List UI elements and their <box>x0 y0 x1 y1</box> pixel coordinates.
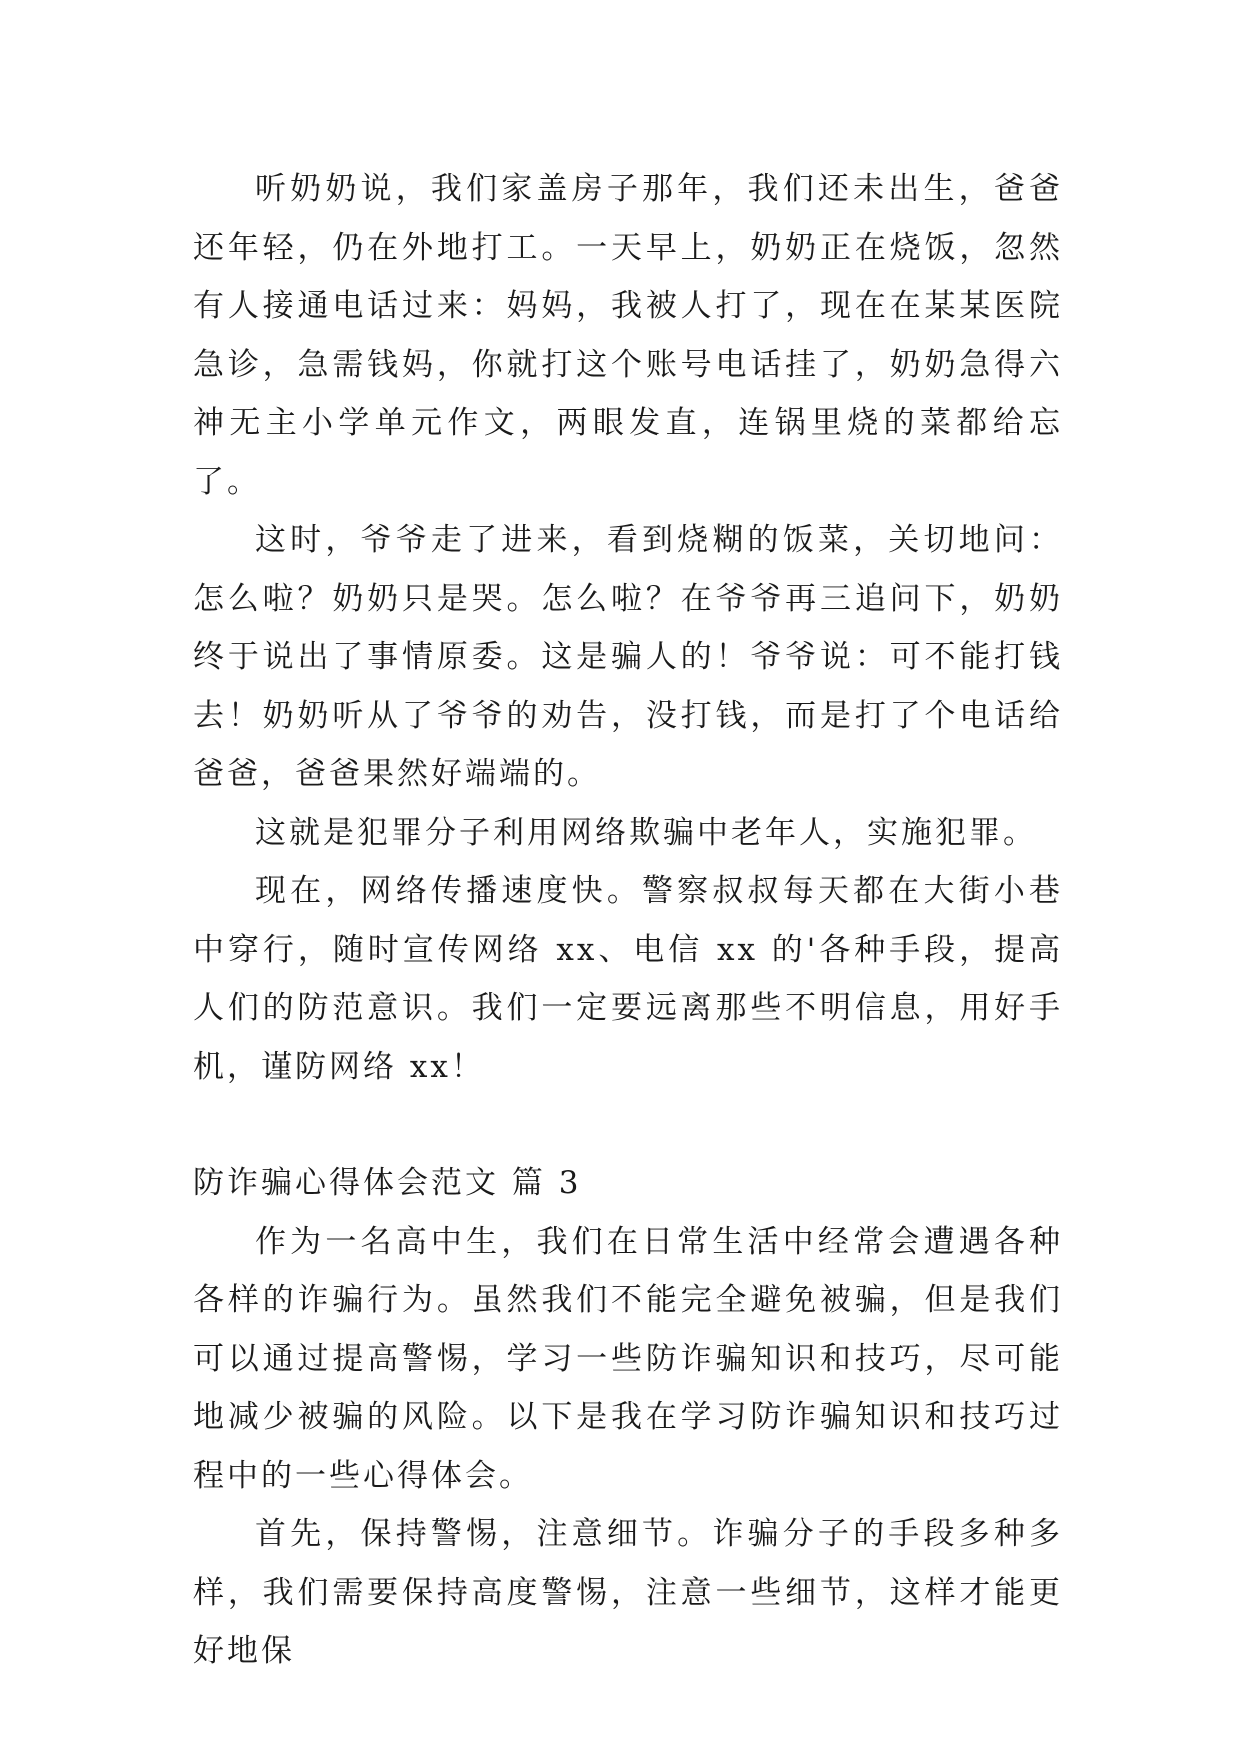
paragraph-crime-summary: 这就是犯罪分子利用网络欺骗中老年人，实施犯罪。 <box>255 814 1037 851</box>
paragraph-grandma-story: 听奶奶说，我们家盖房子那年，我们还未出生，爸爸还年轻，仍在外地打工。一天早上，奶奶正在烧饭，忽然有人接通电话过来：妈妈，我被人打了，现在在某某医院急诊，急需钱妈，你就打这个账号电话挂了，奶奶急得六神无主小学单元作文，两眼发直，连锅里烧的菜都给忘了。 <box>193 171 1063 500</box>
paragraph-stay-alert: 首先，保持警惕，注意细节。诈骗分子的手段多种多样，我们需要保持高度警惕，注意一些细节，这样才能更好地保 <box>193 1516 1063 1669</box>
paragraph-grandpa-arrives: 这时，爷爷走了进来，看到烧糊的饭菜，关切地问：怎么啦？奶奶只是哭。怎么啦？在爷爷再三追问下，奶奶终于说出了事情原委。这是骗人的！爷爷说：可不能打钱去！奶奶听从了爷爷的劝告，没打钱，而是打了个电话给爸爸，爸爸果然好端端的。 <box>193 522 1063 792</box>
document-page <box>193 160 1063 1681</box>
section-title: 防诈骗心得体会范文 篇 3 <box>193 1165 582 1201</box>
paragraph-police-awareness: 现在，网络传播速度快。警察叔叔每天都在大街小巷中穿行，随时宣传网络 xx、电信 xx 的'各种手段，提高人们的防范意识。我们一定要远离那些不明信息，用好手机，谨防网络 xx！ <box>193 873 1063 1085</box>
section-spacer <box>193 1096 1063 1154</box>
paragraph-student-intro: 作为一名高中生，我们在日常生活中经常会遭遇各种各样的诈骗行为。虽然我们不能完全避免被骗，但是我们可以通过提高警惕，学习一些防诈骗知识和技巧，尽可能地减少被骗的风险。以下是我在学习防诈骗知识和技巧过程中的一些心得体会。 <box>193 1223 1063 1494</box>
